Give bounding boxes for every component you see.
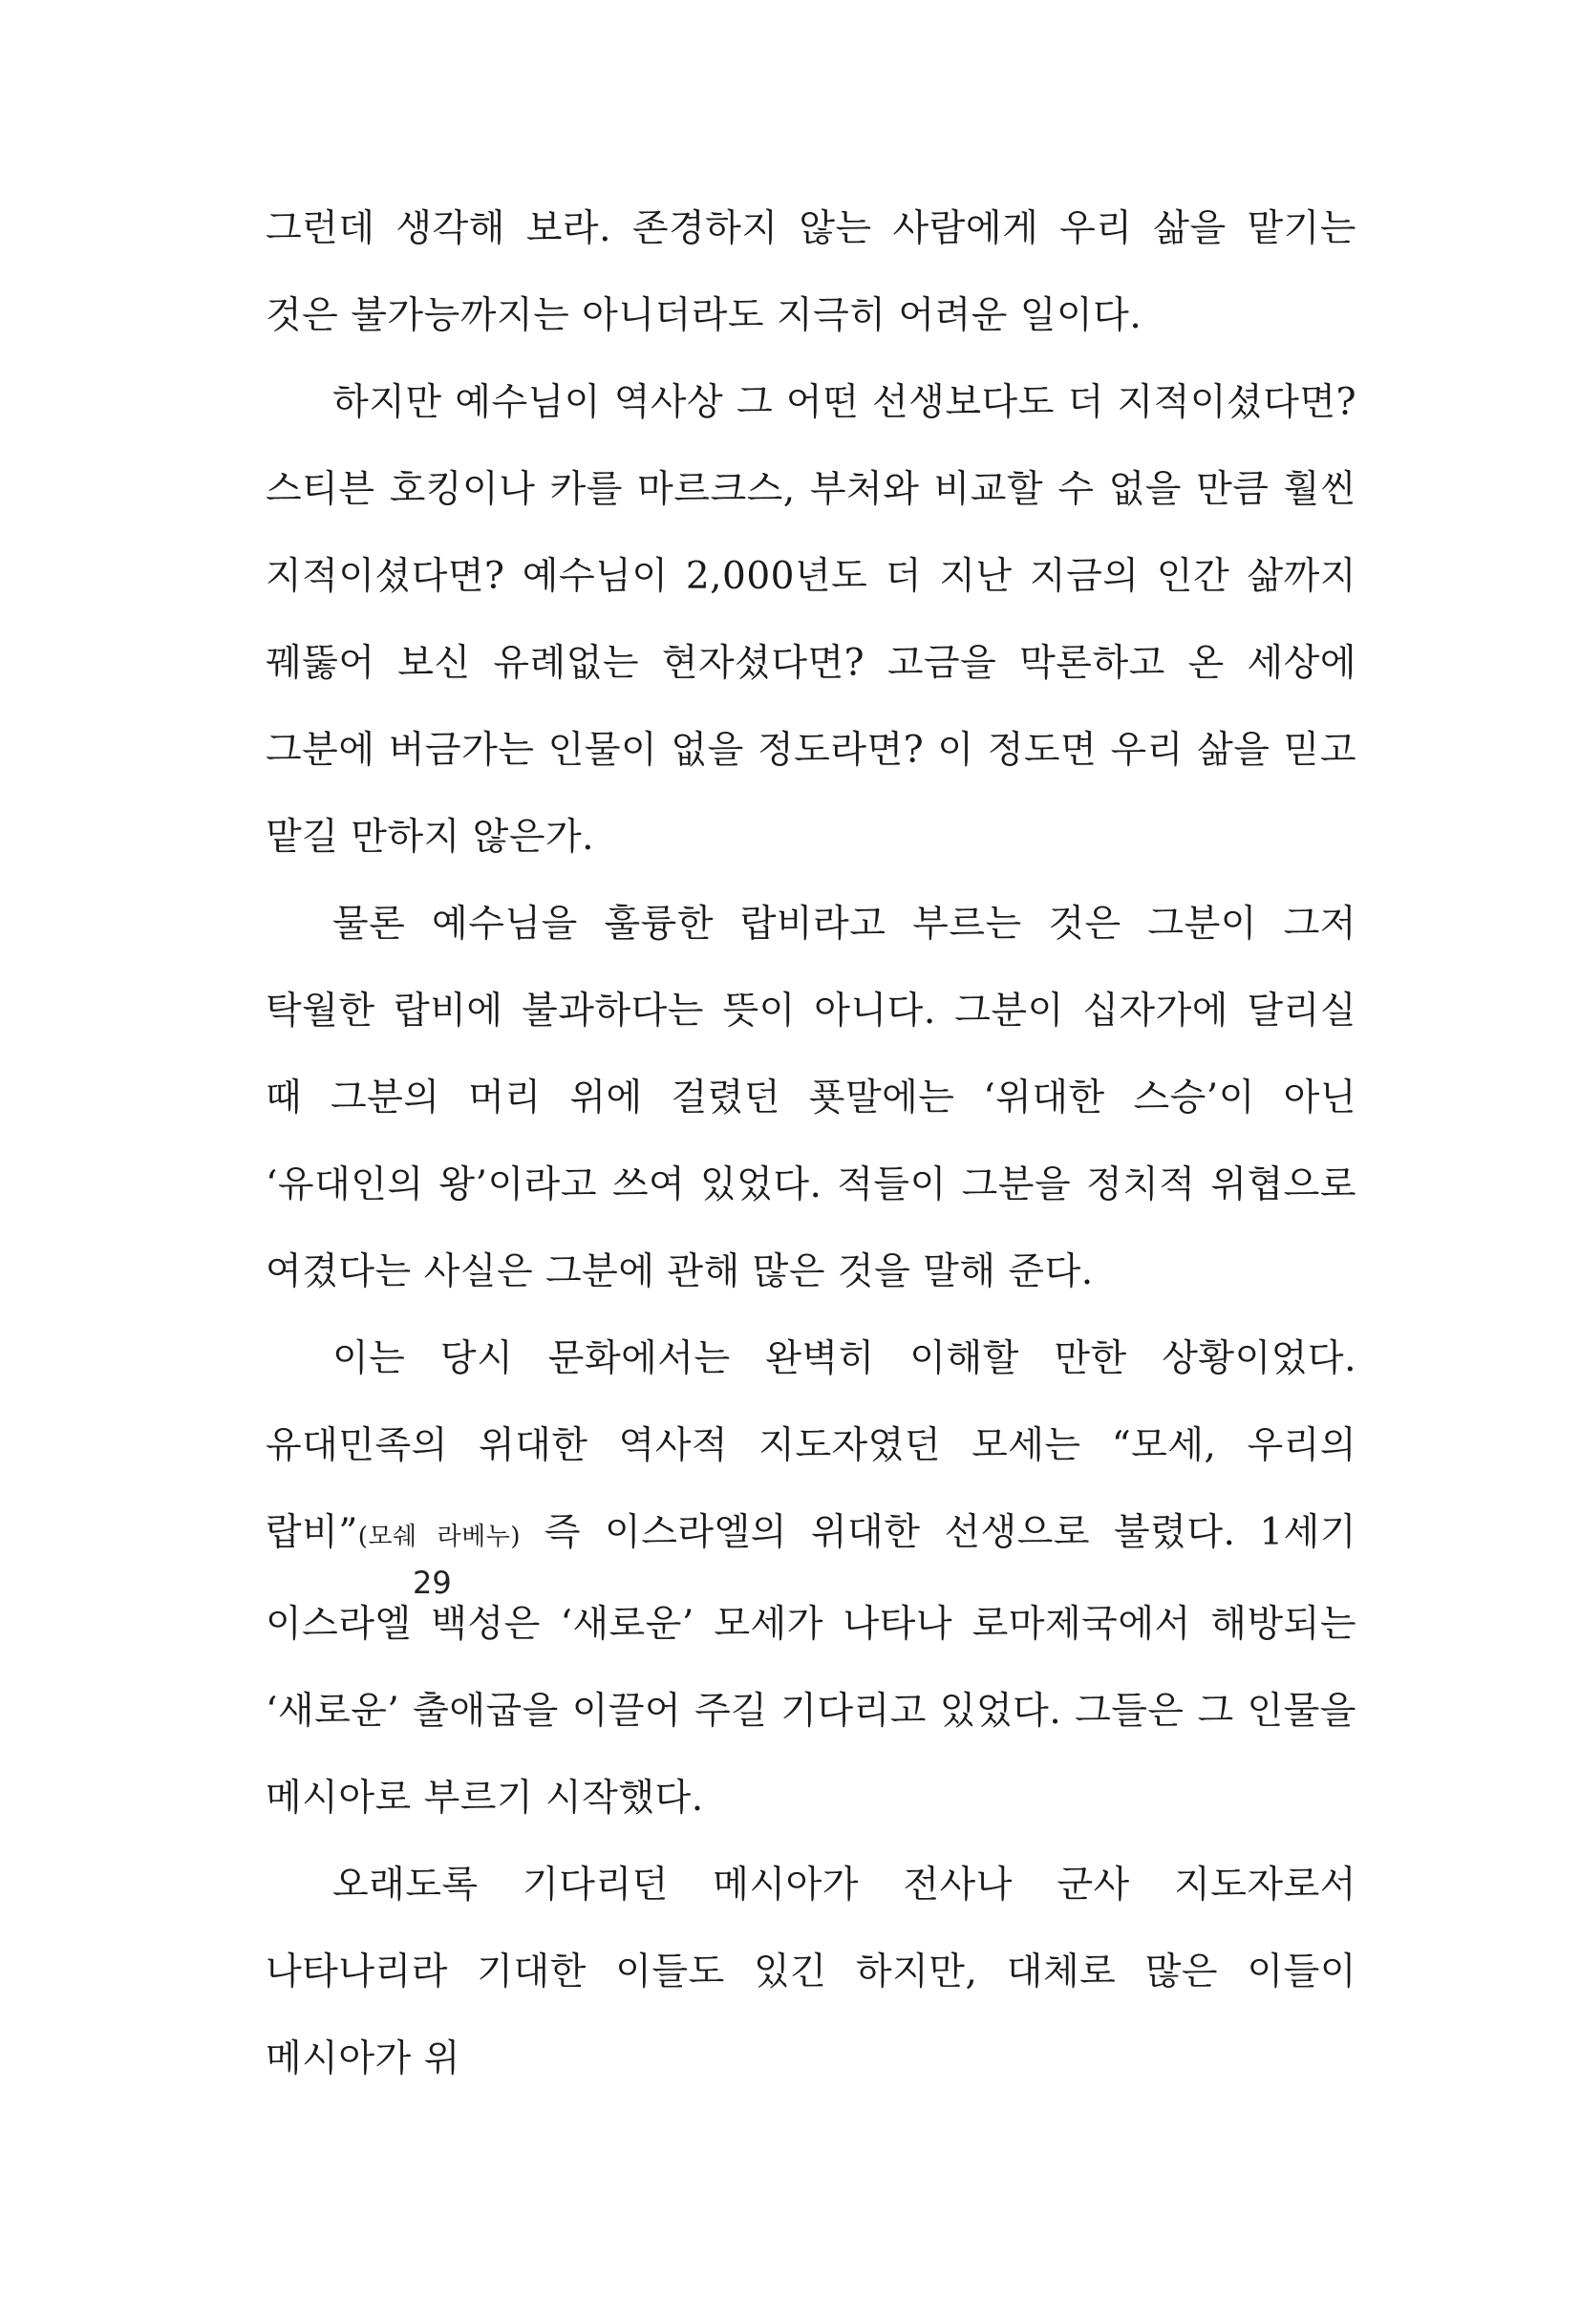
paragraph-2: 하지만 예수님이 역사상 그 어떤 선생보다도 더 지적이셨다면? 스티븐 호킹이나 카를 마르크스, 부처와 비교할 수 없을 만큼 훨씬 지적이셨다면? 예수님이 2,000년도 더 지난 지금의 인간 삶까지 꿰뚫어 보신 유례없는 현자셨다면? 고금을 막론하고 온 세상에 그분에 버금가는 인물이 없을 정도라면? 이 정도면 우리 삶을 믿고 맡길 만하지 않은가. xyxy=(266,381,1356,859)
paragraph-4-text-before: 이는 당시 문화에서는 완벽히 이해할 만한 상황이었다. 유대민족의 위대한 역사적 지도자였던 모세는 “모세, 우리의 랍비” xyxy=(266,1337,1356,1554)
paragraph-4-small-annotation: (모쉐 라베누) xyxy=(357,1523,521,1551)
body-text xyxy=(266,185,1356,2102)
paragraph-1: 그런데 생각해 보라. 존경하지 않는 사람에게 우리 삶을 맡기는 것은 불가능까지는 아니더라도 지극히 어려운 일이다. xyxy=(266,207,1356,337)
paragraph-5: 오래도록 기다리던 메시아가 전사나 군사 지도자로서 나타나리라 기대한 이들도 있긴 하지만, 대체로 많은 이들이 메시아가 위 xyxy=(266,1864,1356,2080)
paragraph-3: 물론 예수님을 훌륭한 랍비라고 부르는 것은 그분이 그저 탁월한 랍비에 불과하다는 뜻이 아니다. 그분이 십자가에 달리실 때 그분의 머리 위에 걸렸던 푯말에는 ‘위대한 스승’이 아닌 ‘유대인의 왕’이라고 쓰여 있었다. 적들이 그분을 정치적 위협으로 여겼다는 사실은 그분에 관해 많은 것을 말해 준다. xyxy=(266,903,1356,1293)
page-number: 29 xyxy=(413,1565,452,1601)
paragraph-4-text-after: 즉 이스라엘의 위대한 선생으로 불렸다. 1세기 이스라엘 백성은 ‘새로운’ 모세가 나타나 로마제국에서 해방되는 ‘새로운’ 출애굽을 이끌어 주길 기다리고 있었다. 그들은 그 인물을 메시아로 부르기 시작했다. xyxy=(266,1511,1356,1820)
